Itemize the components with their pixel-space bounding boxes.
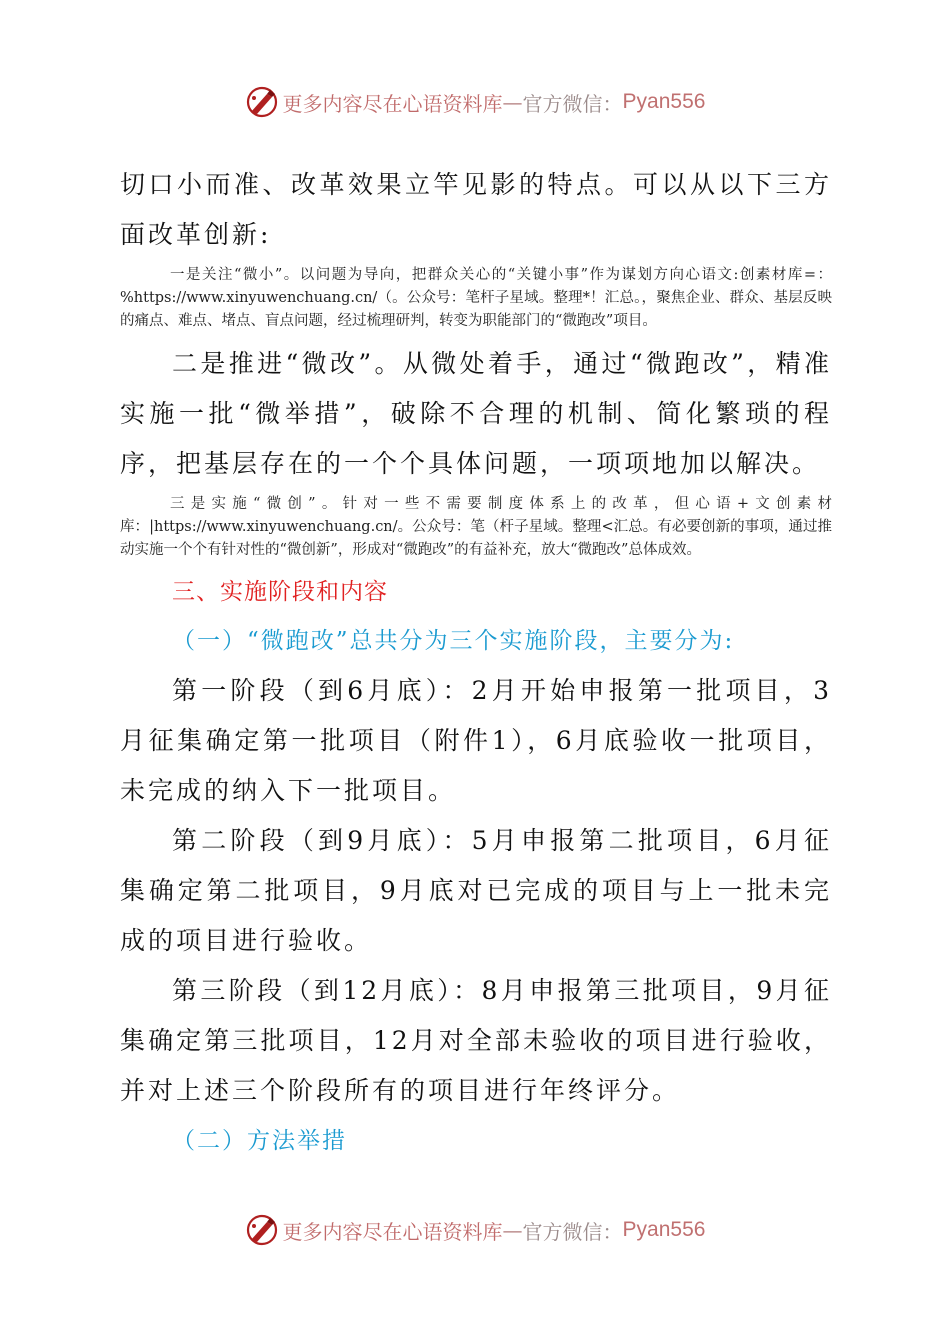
banner-separator: — <box>502 90 523 114</box>
paragraph-stage-3: 第三阶段（到12月底）：8月申报第三批项目，9月征集确定第三批项目，12月对全部未验收的项目进行验收，并对上述三个阶段所有的项目进行年终评分。 <box>120 976 832 1105</box>
paragraph-micro-innovation: 三是实施“微创”。针对一些不需要制度体系上的改革，但心语+文创素材库：|https://www.xinyuwenchuang.cn/。公众号：笔（杆子星域。整理<汇总。有必要创新的事项，通过推动实施一个个有针对性的“微创新”，形成对“微跑改”的有益补充，放大“微跑改”总体成效。 <box>120 496 832 558</box>
subsection-heading-2: （二）方法举措 <box>172 1128 347 1154</box>
paragraph-stage-1: 第一阶段（到6月底）：2月开始申报第一批项目，3月征集确定第一批项目（附件1），6月底验收一批项目，未完成的纳入下一批项目。 <box>120 676 832 805</box>
banner-wechat-label: 官方微信： <box>522 91 623 116</box>
banner-text: 更多内容尽在心语资料库 <box>282 1219 503 1244</box>
banner-separator: — <box>502 1218 523 1242</box>
pen-nib-logo-icon <box>245 85 279 119</box>
pen-nib-logo-icon <box>245 1213 279 1247</box>
header-banner <box>0 82 950 122</box>
banner-text: 更多内容尽在心语资料库 <box>282 91 503 116</box>
paragraph-stage-2: 第二阶段（到9月底）：5月申报第二批项目，6月征集确定第二批项目，9月底对已完成的项目与上一批未完成的项目进行验收。 <box>120 826 832 955</box>
document-body <box>120 160 832 1166</box>
footer-banner <box>0 1210 950 1250</box>
subsection-heading-1: （一）“微跑改”总共分为三个实施阶段，主要分为: <box>172 628 735 654</box>
banner-wechat-id: Pyan556 <box>622 90 706 113</box>
banner-wechat-id: Pyan556 <box>622 1218 706 1241</box>
paragraph-intro: 切口小而准、改革效果立竿见影的特点。可以从以下三方面改革创新: <box>120 170 832 249</box>
paragraph-focus-small: 一是关注“微小”。以问题为导向，把群众关心的“关键小事”作为谋划方向心语文:创素材库=：%https://www.xinyuwenchuang.cn/（。公众号：笔杆子星域。整理*！汇总。，聚焦企业、群众、基层反映的痛点、难点、堵点、盲点问题，经过梳理研判，转变为职能部门的“微跑改”项目。 <box>120 267 832 329</box>
banner-wechat-label: 官方微信： <box>522 1219 623 1244</box>
section-heading-3: 三、实施阶段和内容 <box>172 579 388 605</box>
paragraph-micro-reform: 二是推进“微改”。从微处着手，通过“微跑改”，精准实施一批“微举措”，破除不合理的机制、简化繁琐的程序，把基层存在的一个个具体问题，一项项地加以解决。 <box>120 349 832 478</box>
